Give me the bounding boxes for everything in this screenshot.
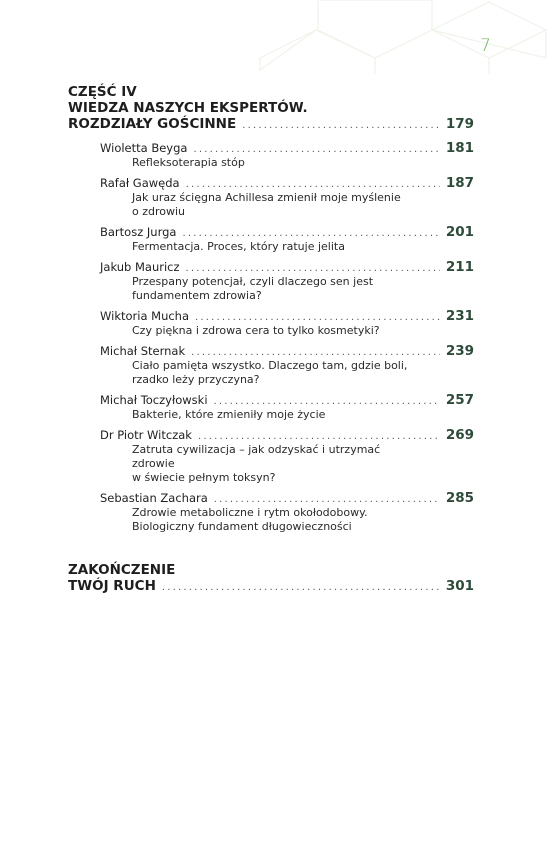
page-number: 7 [480, 36, 491, 56]
chapter-entry [100, 392, 474, 422]
ending-heading [68, 562, 474, 594]
chapter-page: 181 [445, 140, 474, 156]
chapter-row [100, 175, 474, 191]
chapter-row [100, 224, 474, 240]
chapter-entry [100, 490, 474, 534]
part-subtitle: ROZDZIAŁY GOŚCINNE [68, 116, 237, 132]
chapter-entry [100, 140, 474, 170]
chapter-entry [100, 224, 474, 254]
chapter-page: 211 [445, 259, 474, 275]
dot-leader [186, 264, 440, 274]
chapter-page: 231 [445, 308, 474, 324]
chapter-author: Michał Sternak [100, 344, 186, 358]
ending-title: ZAKOŃCZENIE [68, 562, 176, 578]
chapter-entry [100, 427, 474, 485]
chapter-page: 269 [445, 427, 474, 443]
dot-leader [214, 495, 440, 505]
chapter-author: Wioletta Beyga [100, 141, 188, 155]
chapter-page: 239 [445, 343, 474, 359]
dot-leader [198, 432, 440, 442]
dot-leader [214, 397, 440, 407]
dot-leader [193, 145, 439, 155]
ending-page: 301 [445, 578, 474, 594]
chapter-row [100, 427, 474, 443]
chapter-title-line: Biologiczny fundament długowieczności [132, 520, 352, 533]
chapter-row [100, 490, 474, 506]
chapter-title-line: Ciało pamięta wszystko. Dlaczego tam, gdzie boli, [132, 359, 408, 372]
chapter-author: Rafał Gawęda [100, 176, 180, 190]
dot-leader [242, 121, 440, 131]
ending-subtitle: TWÓJ RUCH [68, 578, 156, 594]
chapter-row [100, 392, 474, 408]
chapter-title-line: Czy piękna i zdrowa cera to tylko kosmetyki? [132, 324, 380, 337]
chapter-entry [100, 343, 474, 387]
chapter-row [100, 259, 474, 275]
chapter-title-line: Zatruta cywilizacja – jak odzyskać i utrzymać zdrowie [132, 443, 381, 470]
chapter-author: Dr Piotr Witczak [100, 428, 192, 442]
chapter-entry [100, 259, 474, 303]
chapter-author: Michał Toczyłowski [100, 393, 208, 407]
chapter-page: 285 [445, 490, 474, 506]
part-subtitle-row [68, 116, 474, 132]
chapter-title-line: Jak uraz ścięgna Achillesa zmienił moje myślenie [132, 191, 401, 204]
chapter-title-line: fundamentem zdrowia? [132, 289, 262, 302]
chapter-title-line: Fermentacja. Proces, który ratuje jelita [132, 240, 345, 253]
part-number: CZĘŚĆ IV [68, 84, 137, 100]
chapter-page: 201 [445, 224, 474, 240]
chapter-title-line: w świecie pełnym toksyn? [132, 471, 276, 484]
chapter-title-line: o zdrowiu [132, 205, 186, 218]
chapter-entry [100, 175, 474, 219]
chapter-author: Wiktoria Mucha [100, 309, 190, 323]
chapter-page: 187 [445, 175, 474, 191]
dot-leader [182, 229, 439, 239]
dot-leader [195, 313, 440, 323]
dot-leader [162, 583, 440, 593]
chapter-entry [100, 308, 474, 338]
chapter-title-line: Zdrowie metaboliczne i rytm okołodobowy. [132, 506, 368, 519]
chapter-row [100, 308, 474, 324]
part-title: WIEDZA NASZYCH EKSPERTÓW. [68, 100, 308, 116]
chapter-page: 257 [445, 392, 474, 408]
chapter-title-line: rzadko leży przyczyna? [132, 373, 260, 386]
part-heading [68, 84, 474, 132]
part-page: 179 [445, 116, 474, 132]
chapter-list [68, 140, 474, 534]
dot-leader [191, 348, 440, 358]
dot-leader [186, 180, 440, 190]
chapter-title-line: Refleksoterapia stóp [132, 156, 245, 169]
chapter-author: Sebastian Zachara [100, 491, 208, 505]
table-of-contents [68, 84, 474, 594]
chapter-title-line: Przespany potencjał, czyli dlaczego sen jest [132, 275, 374, 288]
chapter-row [100, 343, 474, 359]
chapter-author: Bartosz Jurga [100, 225, 177, 239]
chapter-author: Jakub Mauricz [100, 260, 180, 274]
ending-row [68, 578, 474, 594]
chapter-row [100, 140, 474, 156]
chapter-title-line: Bakterie, które zmieniły moje życie [132, 408, 326, 421]
